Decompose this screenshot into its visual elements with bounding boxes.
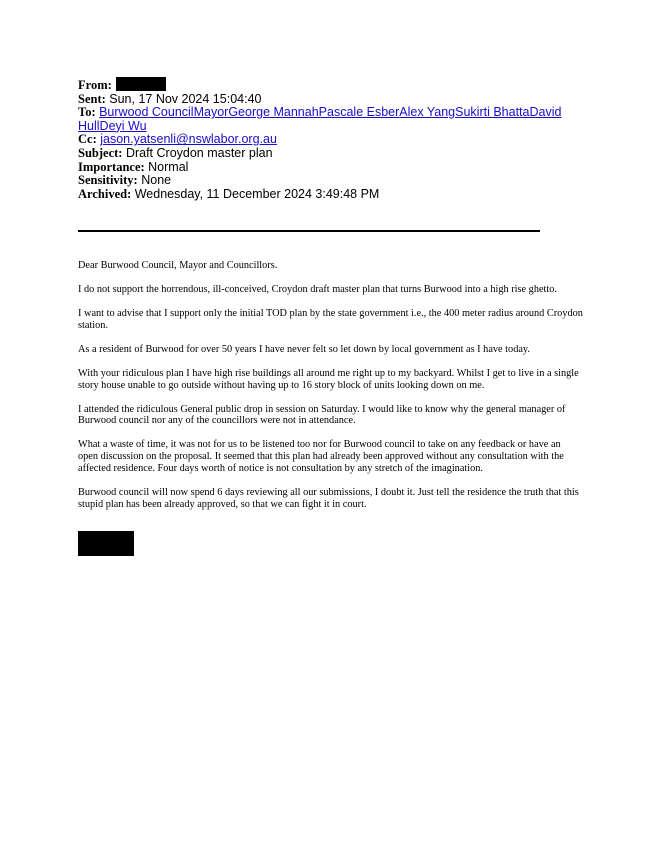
recipient-link[interactable]: Sukirti Bhatta	[455, 105, 530, 120]
body-paragraph: What a waste of time, it was not for us to be listened too nor for Burwood council to take on any feedback or have an open discussion on the proposal. It seemed that this plan had already been approved without any consultation with the affected residence. Four days worth of notice is not consultation by any stretch of the imagination.	[78, 439, 564, 474]
recipient-link[interactable]: Alex Yang	[399, 105, 456, 120]
cc-label: Cc:	[78, 132, 97, 147]
body-paragraph: With your ridiculous plan I have high rise buildings all around me right up to my backyard. Whilst I get to live in a single story house unable to go outside without having up to 16 story block of units looking down on me.	[78, 367, 579, 391]
recipient-link[interactable]: Burwood Council	[99, 105, 194, 120]
archived-row	[78, 188, 598, 202]
body-paragraph: As a resident of Burwood for over 50 years I have never felt so let down by local government as I have today.	[78, 343, 530, 355]
recipient-link[interactable]: Deyi Wu	[99, 118, 147, 133]
from-label: From:	[78, 78, 112, 92]
from-row	[78, 77, 598, 93]
subject-label: Subject:	[78, 145, 123, 160]
importance-value: Normal	[148, 159, 189, 174]
archived-label: Archived:	[78, 186, 132, 201]
body-paragraph: Burwood council will now spend 6 days reviewing all our submissions, I doubt it. Just tell the residence the truth that this stupid plan has been already approved, so that we can fight it in court.	[78, 486, 579, 510]
subject-row	[78, 147, 598, 161]
recipient-link[interactable]: David Hull	[78, 105, 562, 133]
importance-row	[78, 161, 598, 175]
greeting: Dear Burwood Council, Mayor and Councillors.	[78, 260, 278, 271]
recipient-link[interactable]: George Mannah	[228, 105, 319, 120]
recipient-link[interactable]: Mayor	[193, 105, 229, 120]
subject-value: Draft Croydon master plan	[125, 145, 273, 160]
email-body	[78, 260, 583, 523]
sent-label: Sent:	[78, 91, 106, 106]
cc-row	[78, 133, 598, 147]
redacted-sender	[116, 77, 166, 91]
redacted-signature	[78, 531, 134, 556]
body-paragraph: I do not support the horrendous, ill-conceived, Croydon draft master plan that turns Burwood into a high rise ghetto.	[78, 283, 557, 295]
to-row	[78, 106, 598, 133]
sensitivity-label: Sensitivity:	[78, 173, 138, 188]
sent-row	[78, 93, 598, 107]
body-paragraph: I want to advise that I support only the initial TOD plan by the state government i.e., the 400 meter radius around Croydon station.	[78, 307, 583, 331]
sensitivity-row	[78, 174, 598, 188]
sensitivity-value: None	[141, 173, 172, 188]
cc-email-link[interactable]: jason.yatsenli@nswlabor.org.au	[100, 132, 277, 147]
email-header	[78, 77, 598, 201]
importance-label: Importance:	[78, 159, 145, 174]
header-divider	[78, 230, 540, 232]
archived-value: Wednesday, 11 December 2024 3:49:48 PM	[134, 186, 380, 201]
sent-value: Sun, 17 Nov 2024 15:04:40	[109, 91, 262, 106]
to-label: To:	[78, 105, 96, 120]
body-paragraph: I attended the ridiculous General public drop in session on Saturday. I would like to know why the general manager of Burwood council nor any of the councillors were not in attendance.	[78, 403, 566, 427]
recipient-link[interactable]: Pascale Esber	[318, 105, 400, 120]
